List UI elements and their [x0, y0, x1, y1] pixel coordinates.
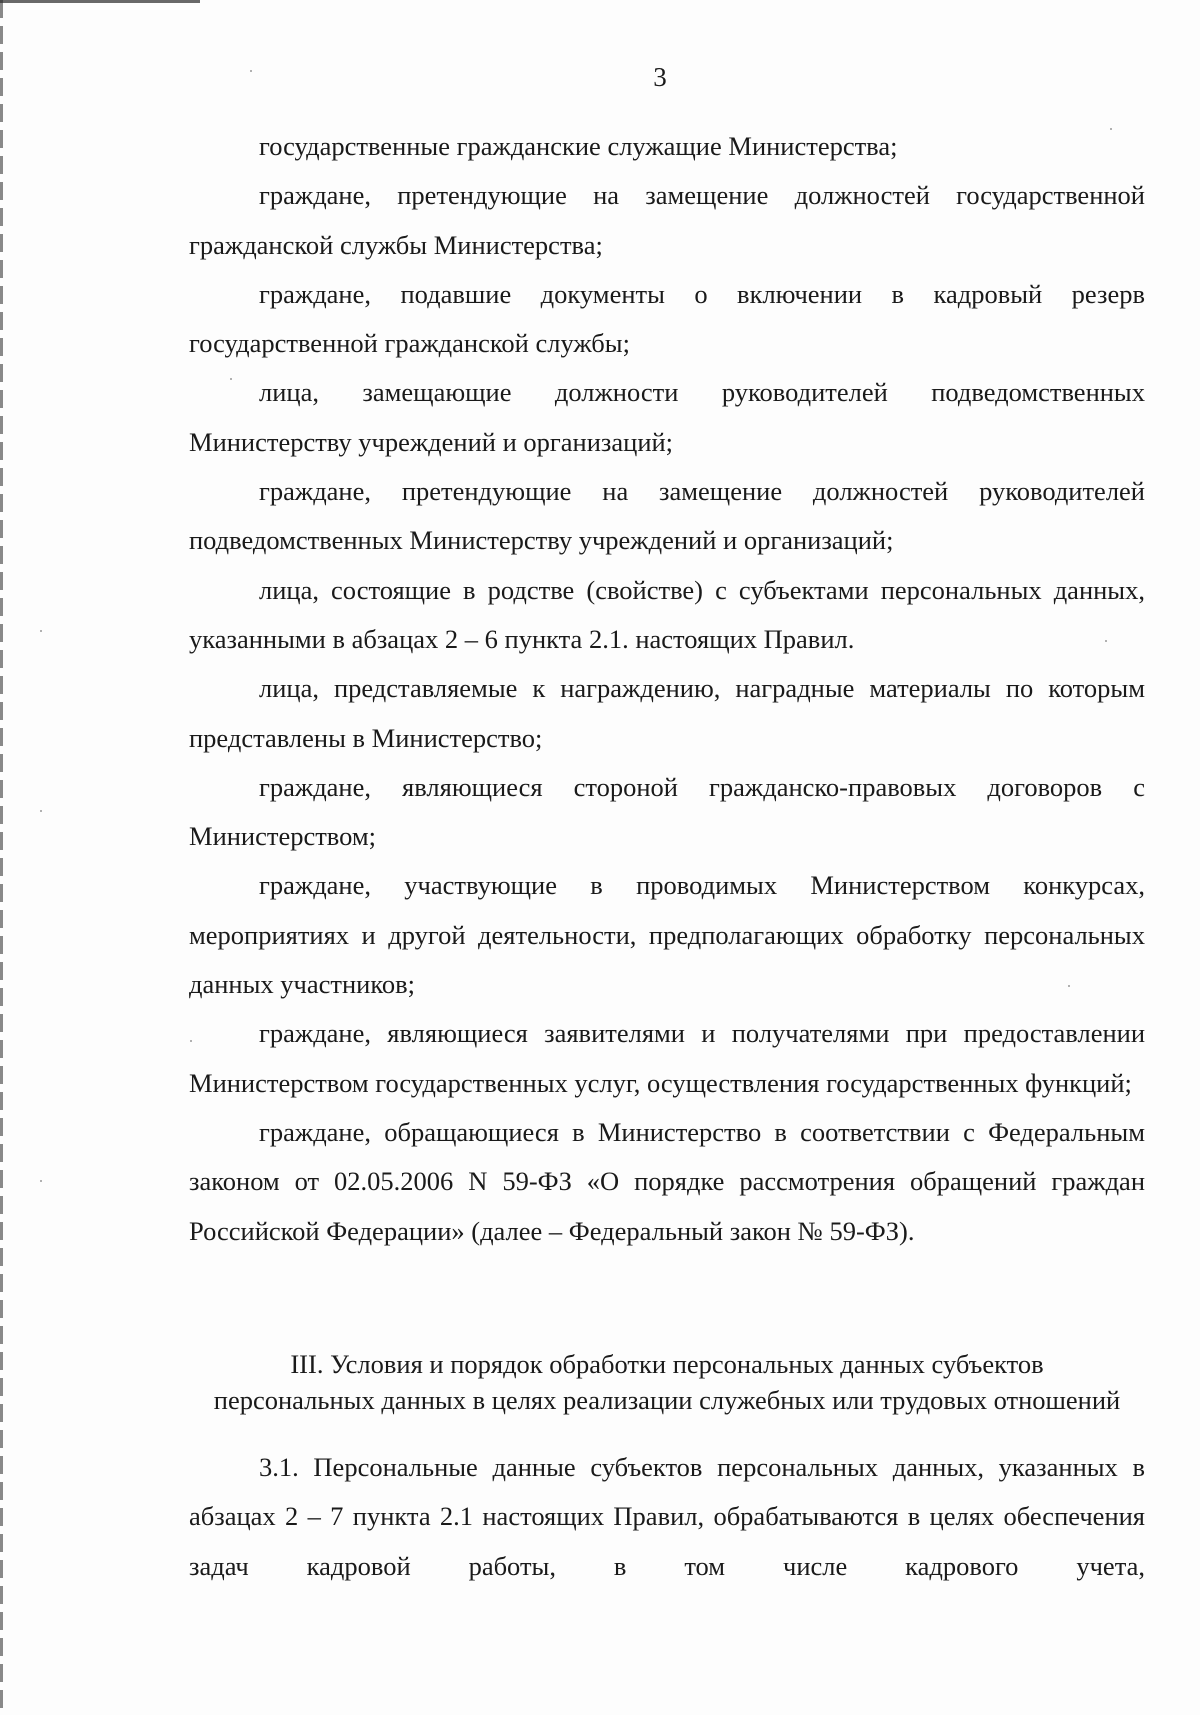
paragraph-7: лица, представляемые к награждению, наградные материалы по которым представлены в Министерство;: [189, 673, 1145, 753]
section-paragraph-1: 3.1. Персональные данные субъектов персональных данных, указанных в абзацах 2 – 7 пункта 2.1 настоящих Правил, обрабатываются в целях обеспечения задач кадровой работы, в том числе кадрового учета,: [189, 1452, 1145, 1581]
section-heading-line-1: III. Условия и порядок обработки персональных данных субъектов: [290, 1349, 1044, 1379]
section-heading: [189, 1346, 1145, 1418]
paragraph-8: граждане, являющиеся стороной гражданско-правовых договоров с Министерством;: [189, 771, 1145, 852]
scan-speck: [40, 630, 42, 632]
scan-speck: [40, 1180, 42, 1182]
scan-edge-left: [0, 0, 3, 1715]
paragraph-4: лица, замещающие должности руководителей подведомственных Министерству учреждений и организаций;: [189, 377, 1145, 457]
paragraph-6: лица, состоящие в родстве (свойстве) с субъектами персональных данных, указанными в абзацах 2 – 6 пункта 2.1. настоящих Правил.: [189, 574, 1145, 654]
scan-speck: [230, 378, 232, 380]
body-text: [189, 122, 1145, 1256]
paragraph-10: граждане, являющиеся заявителями и получателями при предоставлении Министерством государственных услуг, осуществления государственных функций;: [189, 1018, 1145, 1098]
paragraph-1: государственные гражданские служащие Министерства;: [259, 131, 898, 161]
scan-speck: [1068, 985, 1070, 987]
scan-edge-top: [0, 0, 200, 3]
scan-speck: [1105, 640, 1107, 642]
scan-speck: [250, 70, 252, 72]
scan-speck: [190, 1040, 192, 1042]
page-number: 3: [653, 62, 667, 92]
scan-speck: [1110, 128, 1112, 130]
paragraph-3: граждане, подавшие документы о включении в кадровый резерв государственной гражданской службы;: [189, 278, 1145, 359]
paragraph-9: граждане, участвующие в проводимых Министерством конкурсах, мероприятиях и другой деятельности, предполагающих обработку персональных данных участников;: [189, 870, 1145, 1000]
section-heading-line-2: персональных данных в целях реализации служебных или трудовых отношений: [213, 1385, 1121, 1415]
section-text: [189, 1443, 1145, 1591]
paragraph-2: граждане, претендующие на замещение должностей государственной гражданской службы Министерства;: [189, 180, 1145, 260]
scan-speck: [40, 810, 42, 812]
paragraph-11: граждане, обращающиеся в Министерство в соответствии с Федеральным законом от 02.05.2006 N 59-ФЗ «О порядке рассмотрения обращений граждан Российской Федерации» (далее – Федеральный закон № 59-ФЗ).: [189, 1116, 1145, 1246]
paragraph-5: граждане, претендующие на замещение должностей руководителей подведомственных Министерству учреждений и организаций;: [189, 476, 1145, 556]
